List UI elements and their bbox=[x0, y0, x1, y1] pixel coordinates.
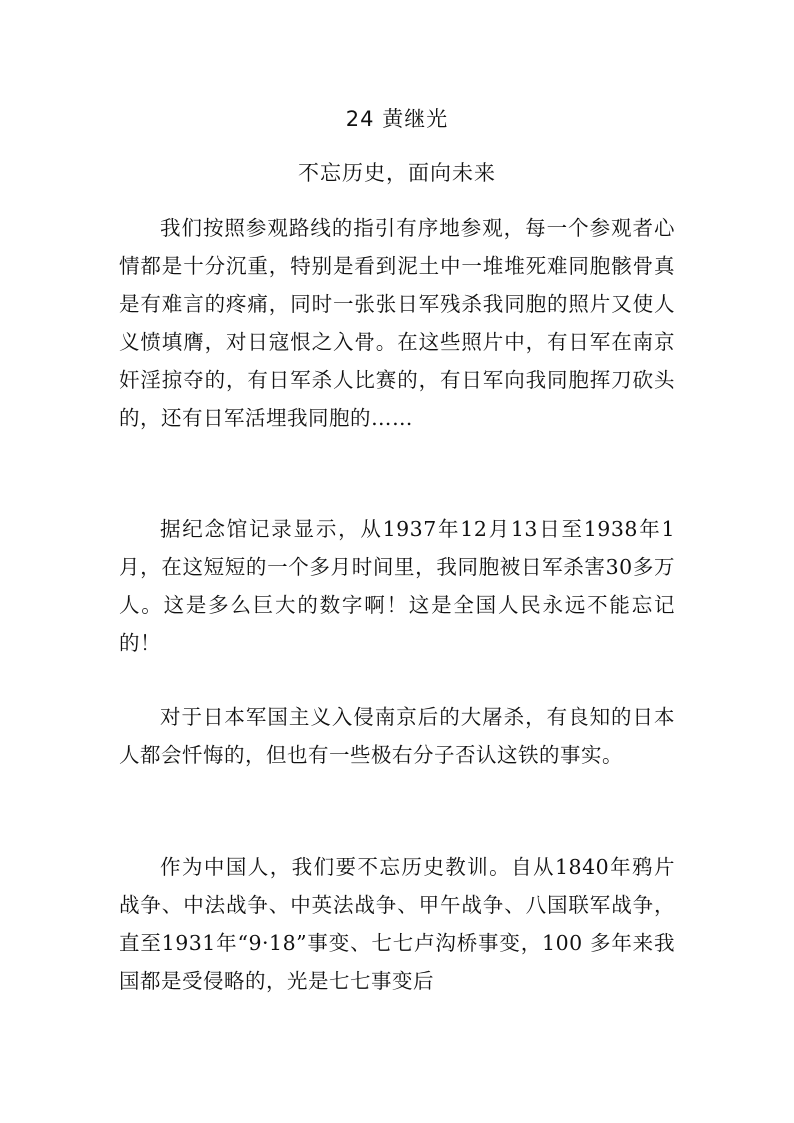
essay-title: 不忘历史，面向未来 bbox=[298, 161, 496, 185]
paragraph: 对于日本军国主义入侵南京后的大屠杀，有良知的日本人都会忏悔的，但也有一些极右分子否认这铁的事实。 bbox=[119, 705, 675, 767]
paragraph: 我们按照参观路线的指引有序地参观，每一个参观者心情都是十分沉重，特别是看到泥土中一堆堆死难同胞骸骨真是有难言的疼痛，同时一张张日军残杀我同胞的照片又使人义愤填膺，对日寇恨之入骨。在这些照片中，有日军在南京奸淫掠夺的，有日军杀人比赛的，有日军向我同胞挥刀砍头的，还有日军活埋我同胞的…… bbox=[119, 216, 675, 430]
paragraph: 据纪念馆记录显示，从1937年12月13日至1938年1月，在这短短的一个多月时间里，我同胞被日军杀害30多万人。这是多么巨大的数字啊！这是全国人民永远不能忘记的！ bbox=[119, 517, 675, 655]
paragraph: 作为中国人，我们要不忘历史教训。自从1840年鸦片战争、中法战争、中英法战争、甲午战争、八国联军战争，直至1931年“9·18”事变、七七卢沟桥事变，100 多年来我国都是受侵略的，光是七七事变后 bbox=[119, 855, 675, 993]
author-heading: 24 黄继光 bbox=[345, 107, 449, 131]
